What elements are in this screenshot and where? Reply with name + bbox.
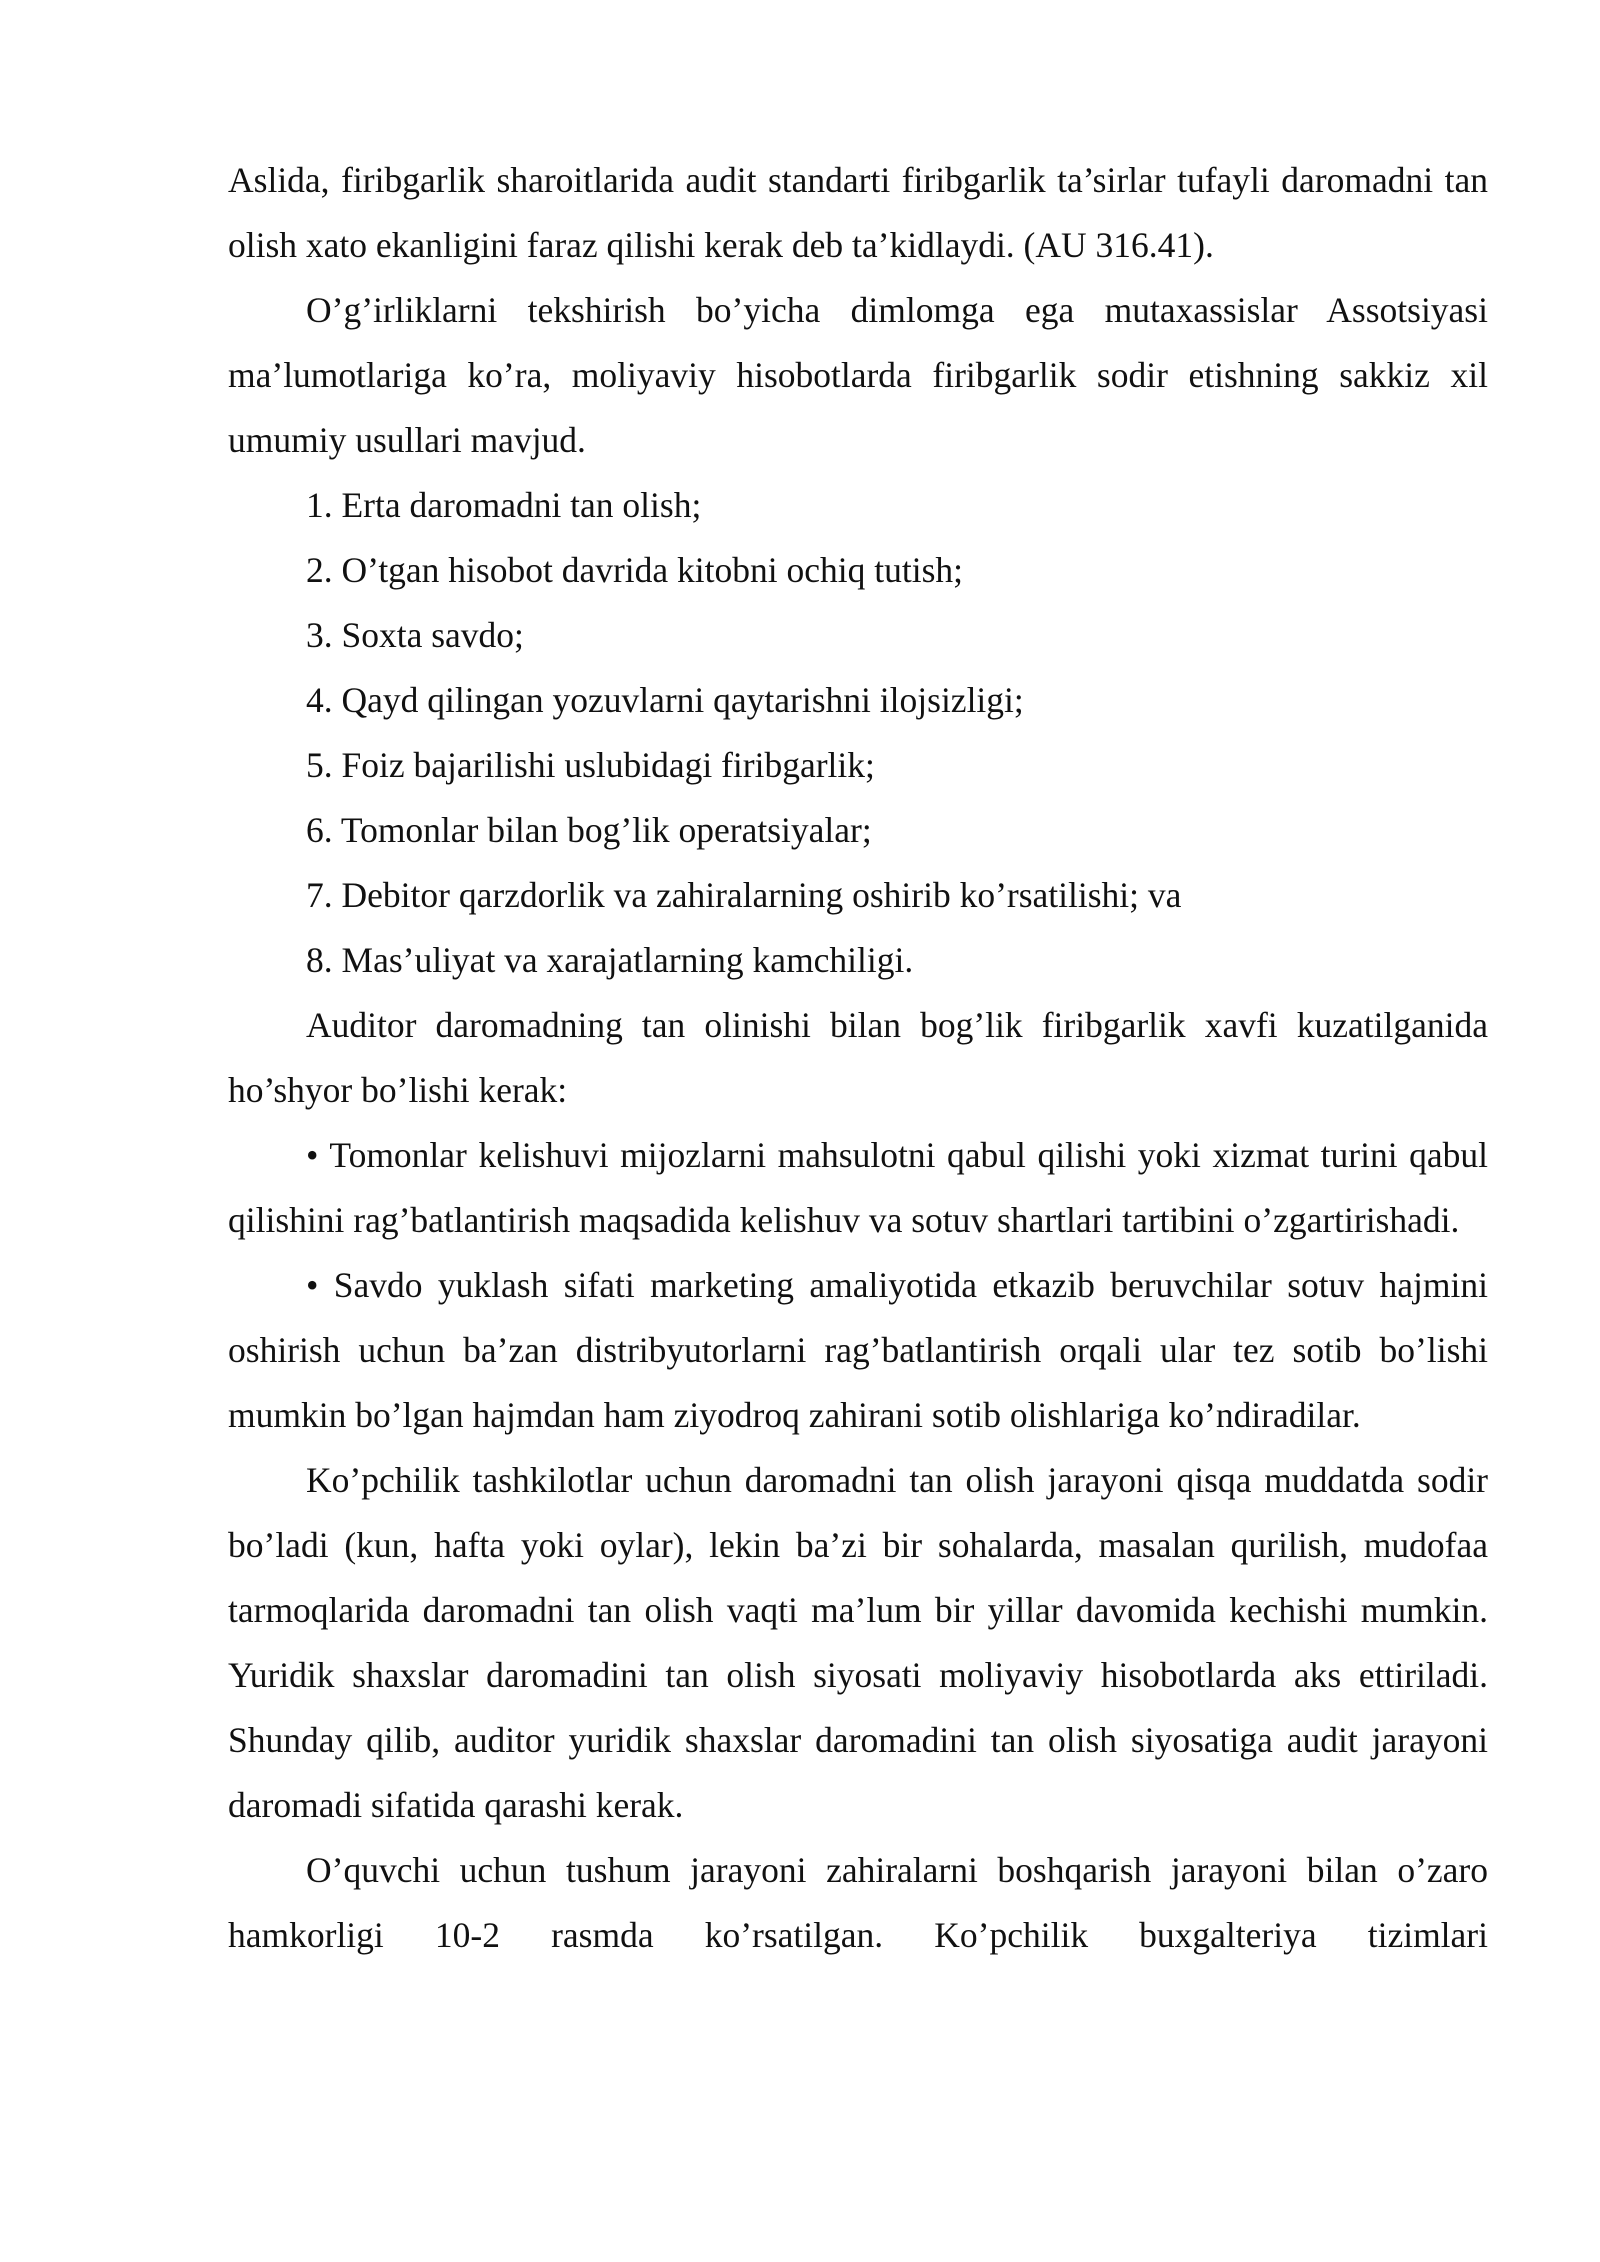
bullet-item-agreements: • Tomonlar kelishuvi mijozlarni mahsulotni qabul qilishi yoki xizmat turini qabul qilishini rag’batlantirish maqsadida kelishuv va sotuv shartlari tartibini o’zgartirishadi. xyxy=(228,1135,1488,1240)
paragraph-revenue-cycle: O’quvchi uchun tushum jarayoni zahiralarni boshqarish jarayoni bilan o’zaro hamkorligi 10-2 rasmda ko’rsatilgan. Ko’pchilik buxgalteriya tizimlari xyxy=(228,1850,1488,1955)
list-item: 5. Foiz bajarilishi uslubidagi firibgarlik; xyxy=(306,745,875,785)
fraud-methods-list xyxy=(228,473,1488,993)
list-item: 8. Mas’uliyat va xarajatlarning kamchiligi. xyxy=(306,940,914,980)
list-item: 1. Erta daromadni tan olish; xyxy=(306,485,702,525)
paragraph-revenue-recognition: Ko’pchilik tashkilotlar uchun daromadni tan olish jarayoni qisqa muddatda sodir bo’ladi (kun, hafta yoki oylar), lekin ba’zi bir sohalarda, masalan qurilish, mudofaa tarmoqlarida daromadni tan olish vaqti ma’lum bir yillar davomida kechishi mumkin. Yuridik shaxslar daromadini tan olish siyosati moliyaviy hisobotlarda aks ettiriladi. Shunday qilib, auditor yuridik shaxslar daromadini tan olish siyosatiga audit jarayoni daromadi sifatida qarashi kerak. xyxy=(228,1460,1488,1825)
list-item: 3. Soxta savdo; xyxy=(306,615,524,655)
document-page xyxy=(228,148,1488,1968)
list-item: 4. Qayd qilingan yozuvlarni qaytarishni ilojsizligi; xyxy=(306,680,1024,720)
bullet-item-channel-stuffing: • Savdo yuklash sifati marketing amaliyotida etkazib beruvchilar sotuv hajmini oshirish uchun ba’zan distribyutorlarni rag’batlantirish orqali ular tez sotib bo’lishi mumkin bo’lgan hajmdan ham ziyodroq zahirani sotib olishlariga ko’ndiradilar. xyxy=(228,1265,1488,1435)
paragraph-auditor-intro: Auditor daromadning tan olinishi bilan bog’lik firibgarlik xavfi kuzatilganida ho’shyor bo’lishi kerak: xyxy=(228,1005,1488,1110)
paragraph-association: O’g’irliklarni tekshirish bo’yicha dimlomga ega mutaxassislar Assotsiyasi ma’lumotlariga ko’ra, moliyaviy hisobotlarda firibgarlik sodir etishning sakkiz xil umumiy usullari mavjud. xyxy=(228,290,1488,460)
list-item: 2. O’tgan hisobot davrida kitobni ochiq tutish; xyxy=(306,550,964,590)
list-item: 7. Debitor qarzdorlik va zahiralarning oshirib ko’rsatilishi; va xyxy=(306,875,1182,915)
list-item: 6. Tomonlar bilan bog’lik operatsiyalar; xyxy=(306,810,872,850)
paragraph-fraud-standard: Aslida, firibgarlik sharoitlarida audit standarti firibgarlik ta’sirlar tufayli daromadni tan olish xato ekanligini faraz qilishi kerak deb ta’kidlaydi. (AU 316.41). xyxy=(228,160,1488,265)
